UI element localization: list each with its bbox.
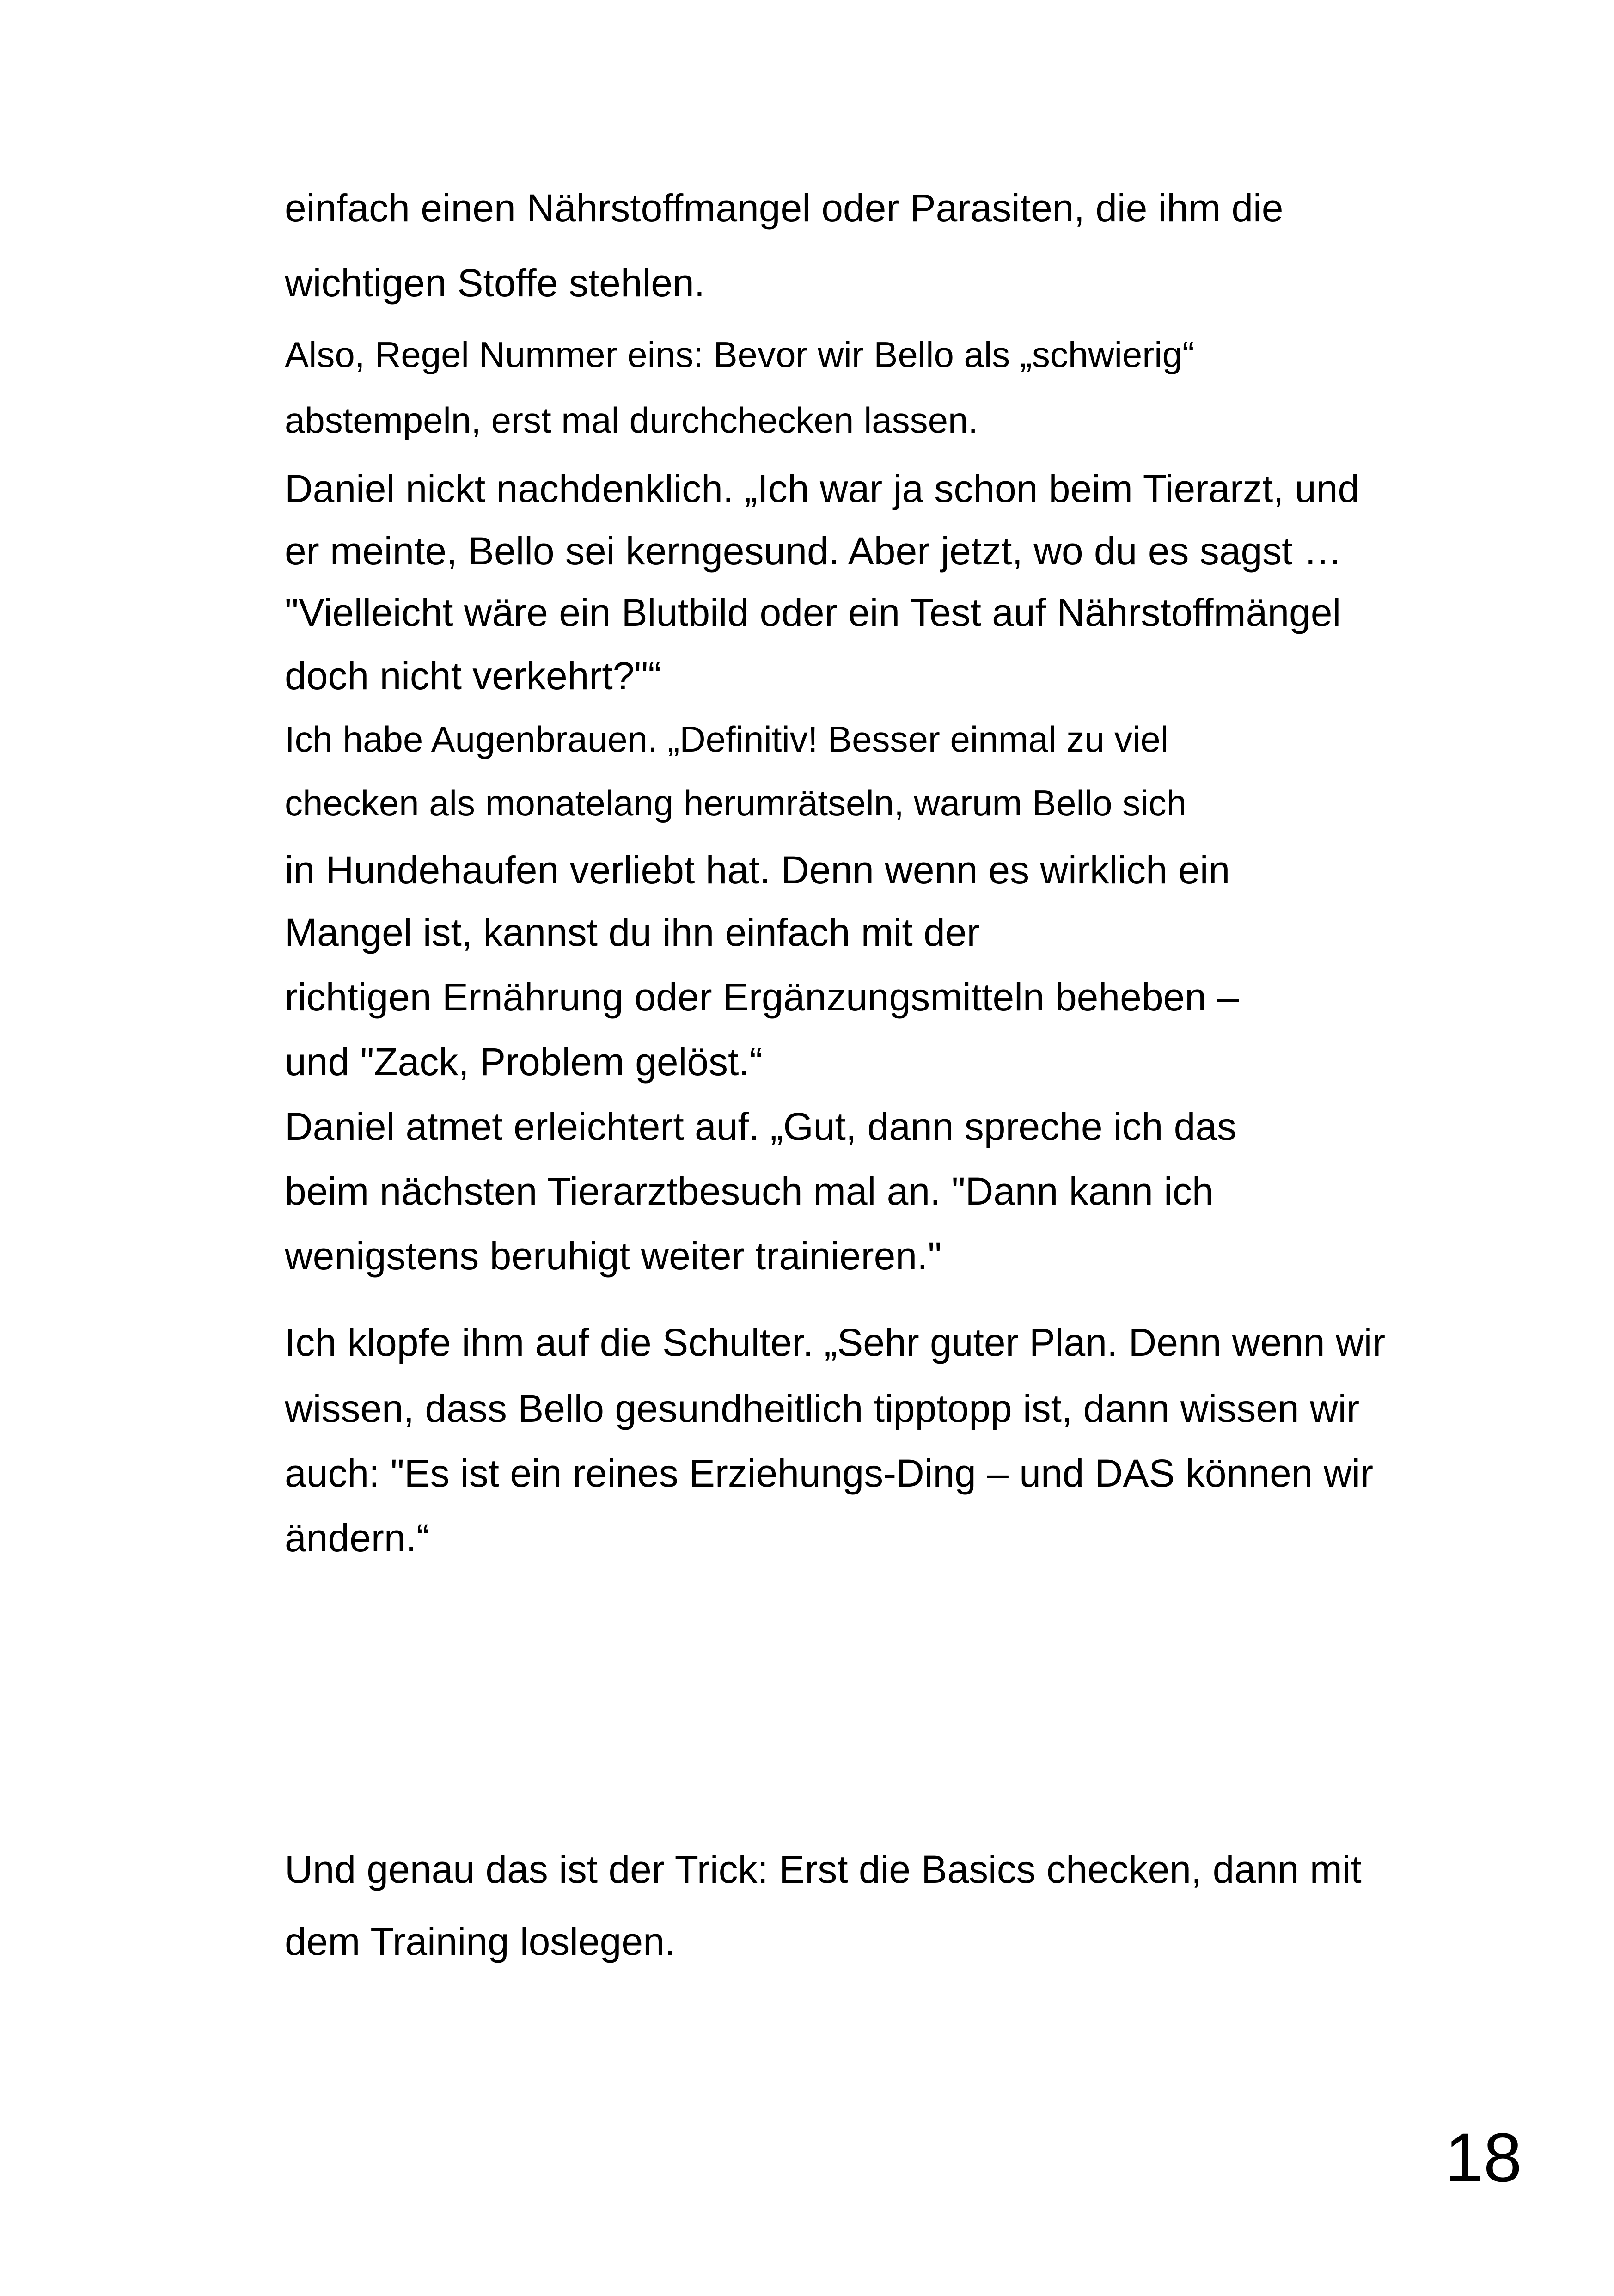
text-line: in Hundehaufen verliebt hat. Denn wenn es wirklich ein	[285, 848, 1230, 892]
text-line: Mangel ist, kannst du ihn einfach mit der	[285, 911, 980, 954]
text-line: und "Zack, Problem gelöst.“	[285, 1040, 763, 1084]
page-number: 18	[1445, 2118, 1522, 2196]
text-line: wissen, dass Bello gesundheitlich tipptopp ist, dann wissen wir	[285, 1387, 1360, 1430]
text-line: Ich habe Augenbrauen. „Definitiv! Besser einmal zu viel	[285, 719, 1169, 759]
text-line: Ich klopfe ihm auf die Schulter. „Sehr guter Plan. Denn wenn wir	[285, 1321, 1386, 1364]
text-line: abstempeln, erst mal durchchecken lassen.	[285, 400, 978, 441]
text-line: wichtigen Stoffe stehlen.	[285, 261, 705, 305]
text-line: Und genau das ist der Trick: Erst die Basics checken, dann mit	[285, 1848, 1362, 1891]
text-line: Also, Regel Nummer eins: Bevor wir Bello als „schwierig“	[285, 334, 1194, 375]
text-line: Daniel atmet erleichtert auf. „Gut, dann spreche ich das	[285, 1105, 1237, 1148]
text-line: "Vielleicht wäre ein Blutbild oder ein Test auf Nährstoffmängel	[285, 591, 1341, 634]
text-line: auch: "Es ist ein reines Erziehungs-Ding – und DAS können wir	[285, 1451, 1374, 1495]
text-line: einfach einen Nährstoffmangel oder Parasiten, die ihm die	[285, 186, 1284, 230]
text-line: dem Training loslegen.	[285, 1920, 676, 1963]
text-line: beim nächsten Tierarztbesuch mal an. "Dann kann ich	[285, 1169, 1214, 1213]
text-line: wenigstens beruhigt weiter trainieren."	[285, 1234, 942, 1278]
text-line: doch nicht verkehrt?"“	[285, 654, 661, 698]
text-line: er meinte, Bello sei kerngesund. Aber jetzt, wo du es sagst …	[285, 529, 1342, 573]
text-line: richtigen Ernährung oder Ergänzungsmitteln beheben –	[285, 975, 1239, 1019]
text-line: checken als monatelang herumrätseln, warum Bello sich	[285, 783, 1186, 823]
text-line: ändern.“	[285, 1516, 429, 1560]
text-line: Daniel nickt nachdenklich. „Ich war ja schon beim Tierarzt, und	[285, 467, 1360, 510]
